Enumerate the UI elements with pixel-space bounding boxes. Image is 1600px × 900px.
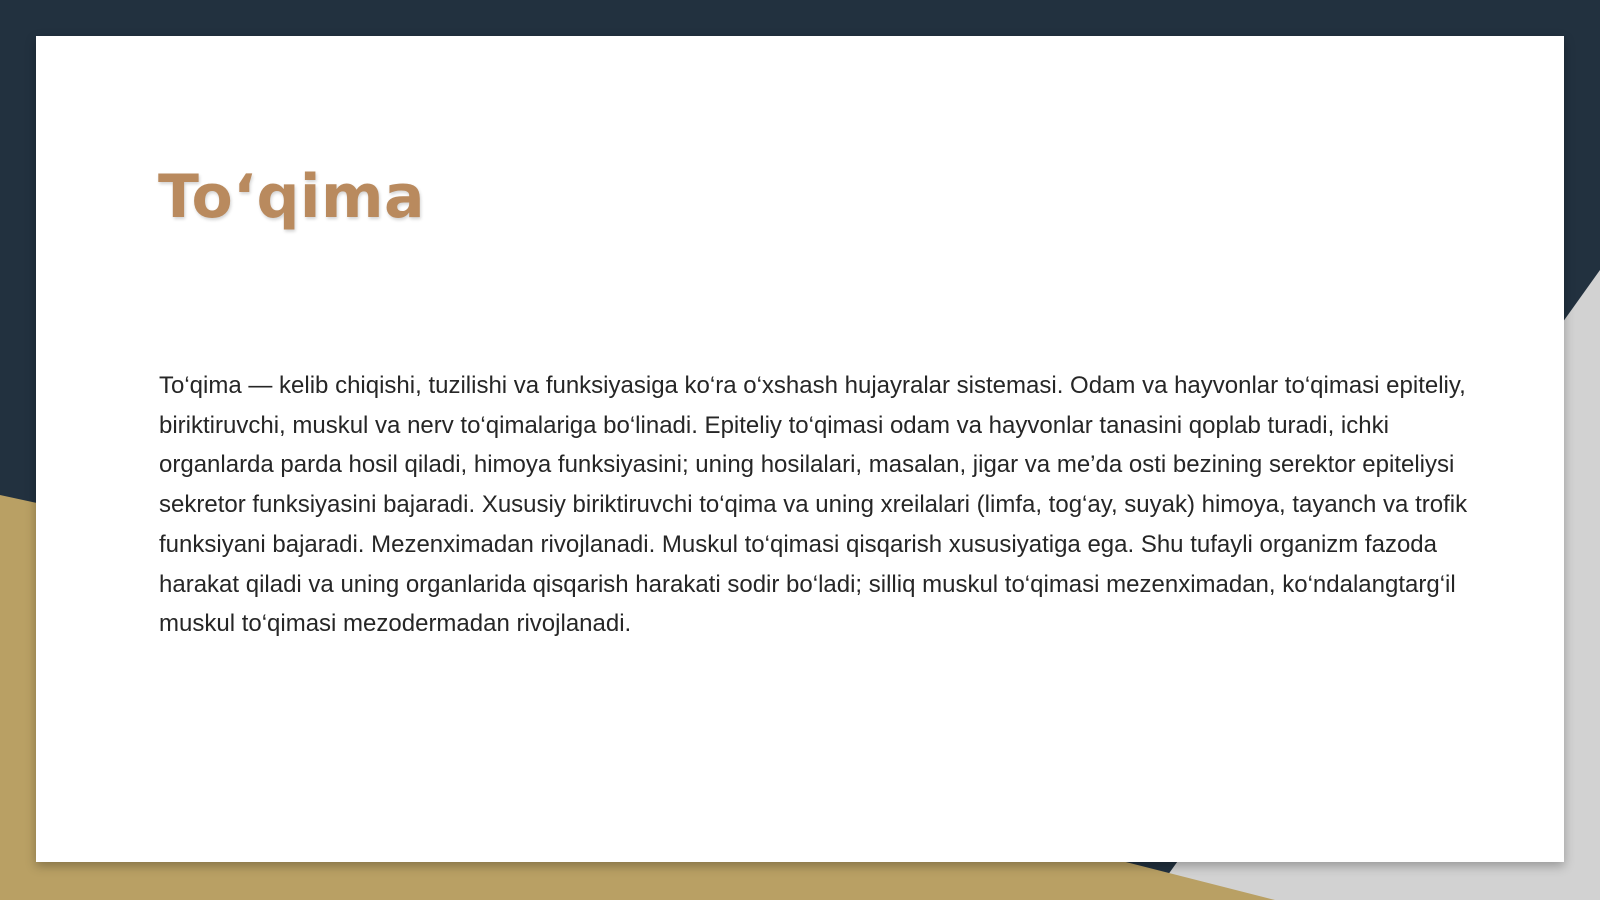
slide-card (36, 36, 1564, 862)
slide-body-text: To‘qima — kelib chiqishi, tuzilishi va funksiyasiga ko‘ra o‘xshash hujayralar sistemasi. Odam va hayvonlar to‘qimasi epiteliy, biriktiruvchi, muskul va nerv to‘qimalariga bo‘linadi. Epiteliy to‘qimasi odam va hayvonlar tanasini qoplab turadi, ichki organlarda parda hosil qiladi, himoya funksiyasini; uning hosilalari, masalan, jigar va me’da osti bezining serektor epiteliysi sekretor funksiyasini bajaradi. Xususiy biriktiruvchi to‘qima va uning xreilalari (limfa, tog‘ay, suyak) himoya, tayanch va trofik funksiyani bajaradi. Mezenximadan rivojlanadi. Muskul to‘qimasi qisqarish xususiyatiga ega. Shu tufayli organizm fazoda harakat qiladi va uning organlarida qisqarish harakati sodir bo‘ladi; silliq muskul to‘qimasi mezenximadan, ko‘ndalangtarg‘il muskul to‘qimasi mezodermadan rivojlanadi. (159, 372, 1468, 638)
slide-title: To‘qima (158, 162, 425, 232)
